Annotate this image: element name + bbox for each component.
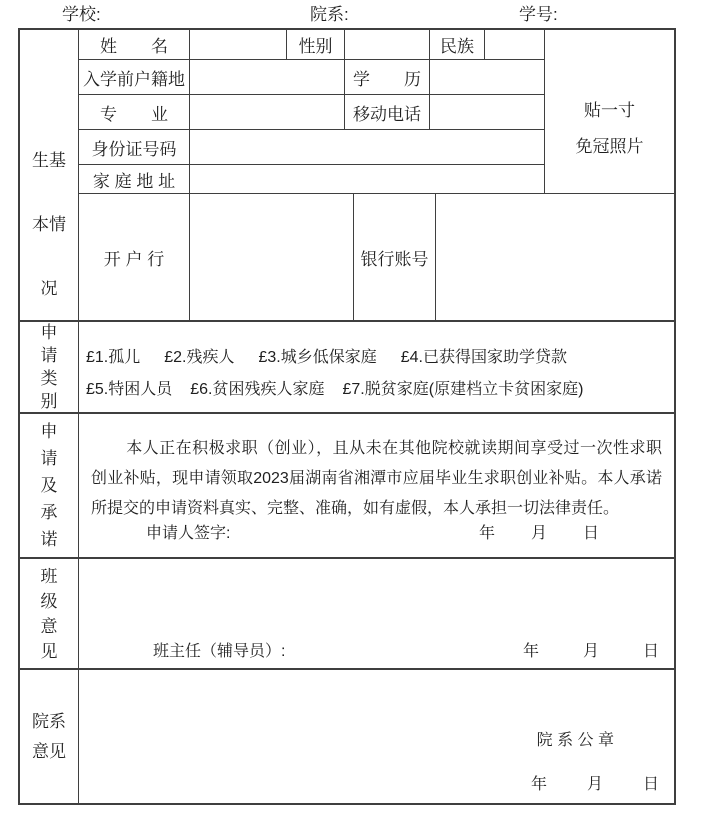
- category-option-6[interactable]: £6.贫困残疾人家庭: [190, 381, 325, 398]
- mobile-input-cell[interactable]: [430, 95, 545, 130]
- category-options-cell: [79, 322, 674, 414]
- year-label: 年: [530, 776, 547, 793]
- form-table: [18, 28, 676, 805]
- department-date-fields: [531, 775, 659, 795]
- category-option-1[interactable]: £1.孤儿: [86, 349, 141, 366]
- applicant-signature-label: 申请人签字:: [146, 525, 231, 542]
- department-opinion-section-label: 院系 意见: [20, 670, 79, 803]
- bank-account-input-cell[interactable]: [436, 194, 674, 322]
- gender-input-cell[interactable]: [345, 30, 430, 60]
- year-label: 年: [478, 525, 495, 542]
- category-options-row1: [86, 348, 666, 368]
- name-label-cell: 姓 名: [79, 30, 190, 60]
- bank-branch-label-cell: 开 户 行: [79, 194, 190, 322]
- month-label: 月: [530, 525, 547, 542]
- class-opinion-date-fields: [523, 642, 659, 662]
- photo-note-line1: 贴一寸: [584, 100, 635, 120]
- major-input-cell[interactable]: [190, 95, 345, 130]
- applicant-signature-row: [91, 524, 662, 544]
- id-number-label-cell: 身份证号码: [79, 130, 190, 165]
- day-label: 日: [642, 776, 659, 793]
- category-option-7[interactable]: £7.脱贫家庭(原建档立卡贫困家庭): [342, 381, 584, 398]
- class-opinion-cell[interactable]: [79, 559, 674, 670]
- month-label: 月: [586, 776, 603, 793]
- bank-account-label-cell: 银行账号: [354, 194, 436, 322]
- department-opinion-cell[interactable]: [79, 670, 674, 803]
- category-option-3[interactable]: £3.城乡低保家庭: [258, 349, 377, 366]
- category-option-5[interactable]: £5.特困人员: [86, 381, 173, 398]
- residence-label-cell: 入学前户籍地: [79, 60, 190, 95]
- category-option-4[interactable]: £4.已获得国家助学贷款: [400, 349, 567, 366]
- declaration-text: 本人正在积极求职（创业），且从未在其他院校就读期间享受过一次性求职创业补贴，现申请领取2023届湖南省湘潭市应届毕业生求职创业补贴。本人承诺所提交的申请资料真实、完整、准确，如有虚假，本人承担一切法律责任。: [91, 440, 662, 517]
- declaration-cell: [79, 414, 674, 559]
- class-opinion-section-label: 班 级 意 见: [20, 559, 79, 670]
- gender-label-cell: 性别: [287, 30, 345, 60]
- mobile-label-cell: 移动电话: [345, 95, 430, 130]
- category-section-label: 申 请 类 别: [20, 322, 79, 414]
- photo-note-line2: 免冠照片: [575, 136, 644, 156]
- month-label: 月: [582, 643, 599, 660]
- education-label-cell: 学 历: [345, 60, 430, 95]
- student-no-label: 学号:: [519, 5, 558, 24]
- day-label: 日: [582, 525, 599, 542]
- category-options-row2: [86, 380, 666, 400]
- ethnicity-label-cell: 民族: [430, 30, 485, 60]
- declaration-date-fields: [479, 524, 599, 544]
- id-number-input-cell[interactable]: [190, 130, 545, 165]
- home-address-input-cell[interactable]: [190, 165, 545, 194]
- basic-info-section-label: 生基 本情 况: [20, 30, 79, 322]
- year-label: 年: [522, 643, 539, 660]
- declaration-section-label: 申 请 及 承 诺: [20, 414, 79, 559]
- ethnicity-input-cell[interactable]: [485, 30, 545, 60]
- bank-branch-input-cell[interactable]: [190, 194, 354, 322]
- major-label-cell: 专 业: [79, 95, 190, 130]
- photo-placeholder-cell: [545, 30, 674, 194]
- school-label: 学校:: [62, 5, 101, 24]
- residence-input-cell[interactable]: [190, 60, 345, 95]
- education-input-cell[interactable]: [430, 60, 545, 95]
- home-address-label-cell: 家 庭 地 址: [79, 165, 190, 194]
- department-label: 院系:: [310, 5, 349, 24]
- category-option-2[interactable]: £2.残疾人: [164, 349, 235, 366]
- name-input-cell[interactable]: [190, 30, 287, 60]
- day-label: 日: [642, 643, 659, 660]
- class-signature-row: [91, 642, 662, 662]
- class-teacher-label: 班主任（辅导员）:: [153, 643, 286, 660]
- department-seal-label: 院 系 公 章: [536, 732, 614, 749]
